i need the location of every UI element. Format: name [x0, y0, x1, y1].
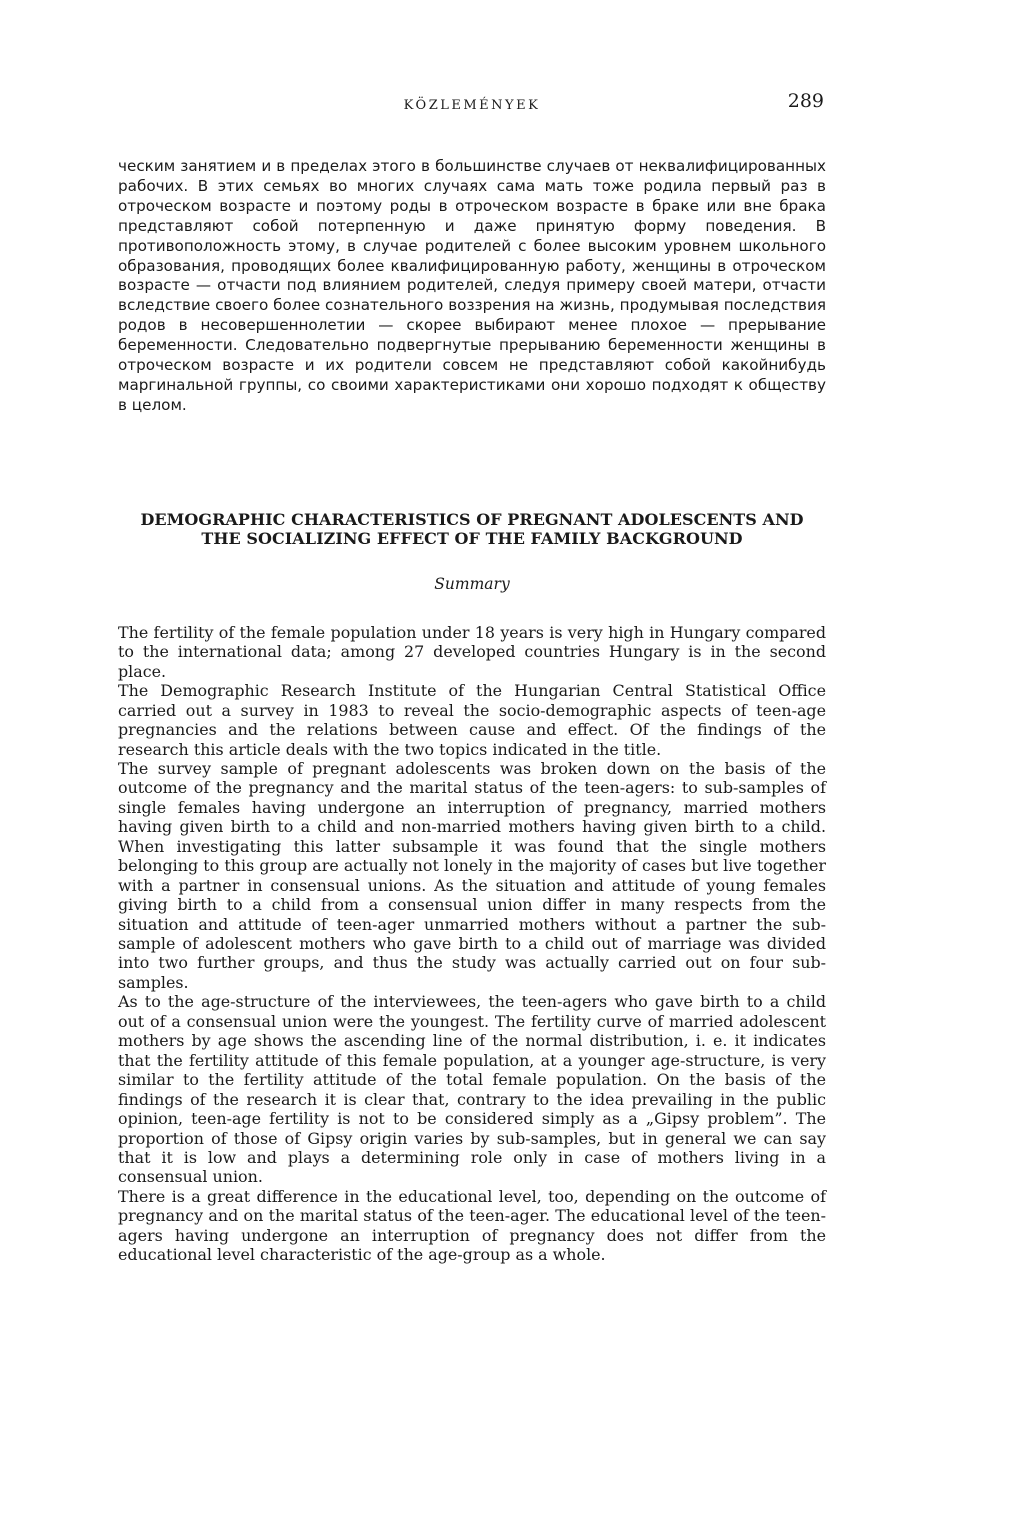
summary-heading: Summary: [434, 574, 510, 593]
paragraph: The Demographic Research Institute of the Hungarian Central Statistical Office carried out a survey in 1983 to reveal the socio-demographic aspects of teen-age pregnancies and the relations between cause and effect. Of the findings of the research this article deals with the two topics indicated in the title.: [118, 681, 826, 759]
english-summary-body: [118, 623, 826, 1265]
paragraph: The survey sample of pregnant adolescents was broken down on the basis of the outcome of the pregnancy and the marital status of the teen-agers: to sub-samples of single females having undergone an interruption of pregnancy, married mothers having given birth to a child and non-married mothers having given birth to a child. When investigating this latter subsample it was found that the single mothers belonging to this group are actually not lonely in the majority of cases but live together with a partner in consensual unions. As the situation and attitude of young females giving birth to a child from a consensual union differ in many respects from the situation and attitude of teen-ager unmarried mothers without a partner the sub-sample of adolescent mothers who gave birth to a child out of marriage was divided into two further groups, and thus the study was actually carried out on four sub-samples.: [118, 758, 826, 992]
paragraph: The fertility of the female population under 18 years is very high in Hungary compared to the international data; among 27 developed countries Hungary is in the second place.: [118, 622, 826, 681]
article-title-line-1: DEMOGRAPHIC CHARACTERISTICS OF PREGNANT ADOLESCENTS AND: [140, 509, 804, 529]
page-number: 289: [787, 90, 824, 112]
russian-summary-paragraph: ческим занятием и в пределах этого в большинстве случаев от неквалифицированных рабочих. В этих семьях во многих случаях сама мать тоже родила первый раз в отроческом возрасте и поэтому роды в отроческом возрасте в браке или вне брака представляют собой потерпенную и даже принятую форму поведения. В противоположность этому, в случае родителей с более высоким уровнем школьного образования, проводящих более квалифицированную работу, женщины в отроческом возрасте — отчасти под влиянием родителей, следуя примеру своей матери, отчасти вследствие своего более сознательного воззрения на жизнь, продумывая последствия родов в несовершеннолетии — скорее выбирают менее плохое — прерывание беременности. Следовательно подвергнутые прерыванию беременности женщины в отроческом возрасте и их родители совсем не представляют собой какойнибудь маргинальной группы, со своими характеристиками они хорошо подходят к обществу в целом.: [118, 157, 826, 414]
article-title-line-2: THE SOCIALIZING EFFECT OF THE FAMILY BACKGROUND: [201, 528, 743, 548]
paragraph: There is a great difference in the educational level, too, depending on the outcome of pregnancy and on the marital status of the teen-ager. The educational level of the teen-agers having undergone an interruption of pregnancy does not differ from the educational level characteristic of the age-group as a whole.: [118, 1186, 826, 1265]
article-title: [118, 510, 826, 548]
journal-page: [118, 90, 826, 1265]
running-head: [118, 90, 826, 130]
paragraph: As to the age-structure of the interviewees, the teen-agers who gave birth to a child out of a consensual union were the youngest. The fertility curve of married adolescent mothers by age shows the ascending line of the normal distribution, i. e. it indicates that the fertility attitude of this female population, at a younger age-structure, is very similar to the fertility attitude of the total female population. On the basis of the findings of the research it is clear that, contrary to the idea prevailing in the public opinion, teen-age fertility is not to be considered simply as a „Gipsy problem”. The proportion of those of Gipsy origin varies by sub-samples, but in general we can say that it is low and plays a determining role only in case of mothers living in a consensual union.: [118, 992, 826, 1187]
running-title: KÖZLEMÉNYEK: [403, 98, 541, 113]
